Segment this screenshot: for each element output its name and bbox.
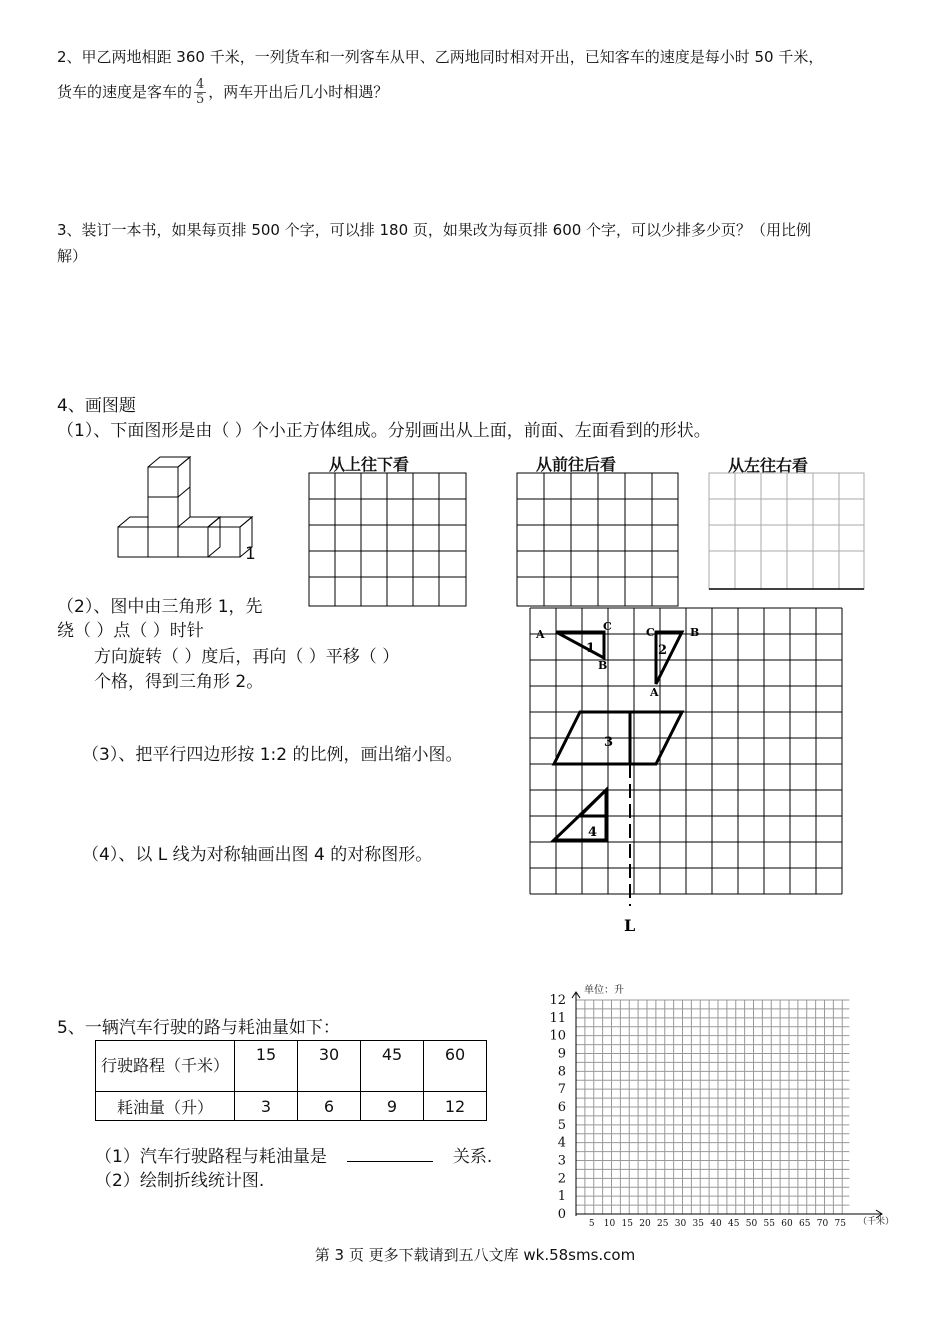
chart-y-tick: 1 — [557, 1189, 566, 1205]
grid-title-top: 从上往下看 — [329, 455, 410, 474]
label-4: 4 — [588, 825, 598, 840]
table-cell: 12 — [424, 1092, 487, 1121]
table-cell: 15 — [235, 1041, 298, 1092]
chart-x-tick: 35 — [692, 1219, 704, 1229]
chart-y-tick: 8 — [557, 1064, 566, 1080]
chart-y-tick: 4 — [557, 1135, 566, 1151]
q4-title: 4、画图题 — [57, 396, 136, 416]
chart-x-tick: 70 — [816, 1219, 829, 1229]
chart-y-tick: 10 — [549, 1028, 566, 1044]
q4-p2-line2: 绕（ ）点（ ）时针 — [57, 621, 204, 641]
q4-p4: （4）、以 L 线为对称轴画出图 4 的对称图形。 — [82, 845, 433, 865]
grid-left-view[interactable] — [708, 472, 866, 592]
q5-title: 5、一辆汽车行驶的路与耗油量如下： — [57, 1018, 340, 1038]
q3-line1: 3、装订一本书，如果每页排 500 个字，可以排 180 页，如果改为每页排 600 个字，可以少排多少页？（用比例 — [57, 221, 812, 239]
label-c1: C — [603, 620, 612, 633]
q2-fraction-den: 5 — [196, 92, 205, 107]
q4-p2-line1: （2）、图中由三角形 1，先 — [57, 597, 263, 617]
label-1: 1 — [586, 641, 596, 656]
q4-p3: （3）、把平行四边形按 1:2 的比例，画出缩小图。 — [82, 745, 463, 765]
grid-top-view[interactable] — [308, 472, 468, 608]
table-cell: 45 — [361, 1041, 424, 1092]
chart-x-tick: 55 — [763, 1219, 775, 1229]
chart-grid — [576, 1000, 849, 1214]
chart-x-tick: 30 — [674, 1219, 687, 1229]
q2-fraction — [194, 78, 206, 107]
q5-s2: （2）绘制折线统计图. — [95, 1171, 265, 1191]
label-a2: A — [650, 686, 659, 699]
table-row — [96, 1041, 487, 1092]
chart-y-tick: 5 — [557, 1117, 566, 1133]
transform-grid-lines — [530, 608, 842, 894]
chart-x-tick: 20 — [639, 1219, 651, 1229]
chart-x-tick: 50 — [745, 1219, 758, 1229]
q5-s1-after: 关系. — [452, 1147, 493, 1167]
table-cell: 6 — [298, 1092, 361, 1121]
grid-front-view[interactable] — [516, 472, 680, 608]
q2-line1: 2、甲乙两地相距 360 千米，一列货车和一列客车从甲、乙两地同时相对开出，已知客车的速度是每小时 50 千米， — [57, 48, 824, 66]
q4-p2-line4: 个格，得到三角形 2。 — [94, 672, 264, 692]
label-c2: C — [646, 626, 655, 639]
chart-y-tick: 6 — [557, 1100, 566, 1115]
answer-blank[interactable] — [347, 1147, 433, 1162]
q4-p1: （1）、下面图形是由（ ）个小正方体组成。分别画出从上面，前面、左面看到的形状。 — [57, 421, 711, 441]
table-cell: 60 — [424, 1041, 487, 1092]
table-cell: 30 — [298, 1041, 361, 1092]
chart-y-tick: 2 — [557, 1171, 566, 1187]
label-3: 3 — [604, 735, 614, 750]
table-row — [96, 1092, 487, 1121]
chart-y-ticks — [549, 993, 566, 1222]
chart-x-tick: 15 — [621, 1219, 633, 1229]
grid-title-front: 从前往后看 — [536, 455, 617, 474]
q2-line2-before: 货车的速度是客车的 — [57, 83, 193, 101]
chart-x-tick: 10 — [603, 1219, 616, 1229]
q5-s1-before: （1）汽车行驶路程与耗油量是 — [95, 1147, 327, 1167]
chart-y-tick: 0 — [557, 1207, 566, 1222]
chart-x-tick: 25 — [657, 1219, 669, 1229]
chart-x-tick: 40 — [710, 1219, 722, 1229]
q3-line2: 解） — [57, 247, 88, 265]
q5-table — [95, 1040, 487, 1121]
label-b1: B — [598, 659, 608, 672]
page-footer: 第 3 页 更多下载请到五八文库 wk.58sms.com — [314, 1246, 636, 1264]
q2-line2 — [57, 78, 388, 107]
chart-x-tick: 60 — [781, 1219, 793, 1229]
q5-s1 — [95, 1145, 492, 1169]
chart-x-tick: 65 — [799, 1219, 811, 1229]
chart-x-tick: 5 — [588, 1219, 595, 1229]
table-head-fuel: 耗油量（升） — [96, 1092, 235, 1121]
chart-y-tick: 7 — [557, 1082, 566, 1098]
chart-y-tick: 11 — [549, 1010, 566, 1026]
label-a1: A — [536, 628, 545, 641]
q2-fraction-num: 4 — [196, 77, 205, 92]
label-2: 2 — [658, 643, 668, 658]
label-axis-l: L — [624, 916, 636, 935]
chart-y-tick: 12 — [549, 993, 566, 1008]
table-cell: 3 — [235, 1092, 298, 1121]
fuel-chart[interactable] — [540, 980, 900, 1230]
q2-line2-after: ，两车开出后几小时相遇？ — [208, 83, 389, 101]
chart-x-tick: 45 — [728, 1219, 740, 1229]
triangle-1 — [556, 632, 604, 658]
chart-x-tick: 75 — [834, 1219, 846, 1229]
cube-label: 1 — [245, 544, 256, 564]
chart-y-label: 单位：升 — [584, 985, 624, 996]
chart-x-ticks — [589, 1219, 846, 1229]
table-head-distance: 行驶路程（千米） — [96, 1041, 235, 1092]
q4-p2-line3: 方向旋转（ ）度后，再向（ ）平移（ ） — [94, 647, 400, 667]
chart-x-label: （千米） — [857, 1217, 895, 1227]
chart-y-tick: 9 — [557, 1046, 566, 1062]
chart-y-tick: 3 — [557, 1153, 566, 1169]
table-cell: 9 — [361, 1092, 424, 1121]
transform-grid[interactable] — [528, 606, 868, 936]
grid-title-left: 从左往右看 — [728, 456, 809, 475]
label-b2: B — [690, 626, 700, 639]
cube-front-bottom — [118, 527, 208, 557]
